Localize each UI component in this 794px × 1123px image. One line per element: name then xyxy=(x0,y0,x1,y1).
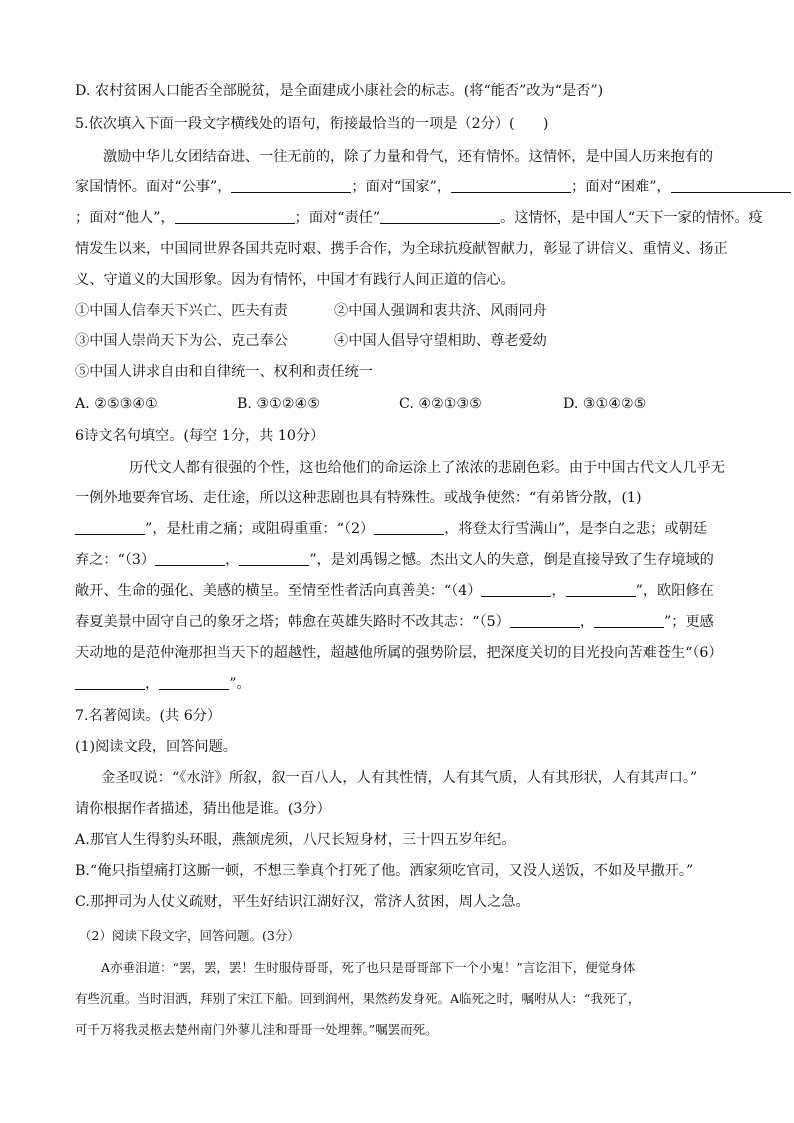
q5-item: ①中国人信奉天下兴亡、匹夫有责 xyxy=(75,303,288,319)
q6-para-line: 弃之：“（3） ， ”，是刘禹锡之憾。杰出文人的失意，倒是直接导致了生存境域的 xyxy=(75,552,714,568)
q5-para-line: 义、守道义的大国形象。因为有情怀，中国才有践行人间正道的信心。 xyxy=(75,272,515,288)
q5-para-line: 家国情怀。面对“公事”， ；面对“国家”， ；面对“困难”， xyxy=(75,177,791,197)
q6-para-line: 天动地的是范仲淹那担当天下的超越性，超越他所属的强势阶层，把深度关切的目光投向苦难苍生“（6） xyxy=(75,645,723,661)
q7-text-line: 可千万将我灵柩去楚州南门外蓼儿洼和哥哥一处埋葬。”嘱罢而死。 xyxy=(75,1022,438,1037)
q5-item: ③中国人崇尚天下为公、克己奉公 xyxy=(75,333,288,349)
answer-blank[interactable] xyxy=(75,675,145,690)
q5-para-line: ；面对“他人”， ；面对“责任” 。这情怀，是中国人“天下一家的情怀。疫 xyxy=(75,210,763,226)
q5-para-line: 情发生以来，中国同世界各国共克时艰、携手合作，为全球抗疫献智献力，彰显了讲信义、重情义、扬正 xyxy=(75,241,728,257)
q5-answer-c[interactable]: C. ④②①③⑤ xyxy=(399,396,482,412)
answer-blank[interactable] xyxy=(671,178,791,193)
q5-answer-d[interactable]: D. ③①④②⑤ xyxy=(563,396,647,412)
q4-option-d: D. 农村贫困人口能否全部脱贫，是全面建成小康社会的标志。(将“能否”改为“是否”) xyxy=(75,83,604,99)
answer-blank[interactable] xyxy=(374,520,444,535)
q7-quote: 金圣叹说：“《水浒》所叙，叙一百八人，人有其性情，人有其气质，人有其形状，人有其声口。” xyxy=(101,770,698,786)
q6-para-line: 历代文人都有很强的个性，这也给他们的命运涂上了浓浓的悲剧色彩。由于中国古代文人几乎无 xyxy=(129,460,725,476)
q7-text-line: 有些沉重。当时泪洒，拜别了宋江下船。回到润州，果然药发身死。A临死之时，嘱咐从人：“我死了， xyxy=(75,991,641,1006)
q7-sub2: （2）阅读下段文字，回答问题。(3分） xyxy=(79,928,300,943)
q7-option-a: A.那官人生得豹头环眼，燕颔虎须，八尺长短身材，三十四五岁年纪。 xyxy=(75,832,516,848)
q6-stem: 6诗文名句填空。(每空 1分，共 10分） xyxy=(75,428,325,444)
q5-item: ②中国人强调和衷共济、风雨同舟 xyxy=(334,303,547,319)
answer-blank[interactable] xyxy=(594,613,664,628)
q5-stem: 5.依次填入下面一段文字横线处的语句，衔接最恰当的一项是（2分）( ) xyxy=(75,116,549,132)
answer-blank[interactable] xyxy=(566,582,636,597)
answer-blank[interactable] xyxy=(231,178,351,193)
q7-sub1: (1)阅读文段，回答问题。 xyxy=(75,739,237,755)
q7-stem: 7.名著阅读。(共 6分） xyxy=(75,708,222,724)
q6-para-line: 敞开、生命的强化、美感的横呈。至情至性者活向真善美：“（4） ， ”，欧阳修在 xyxy=(75,583,714,599)
answer-blank[interactable] xyxy=(451,178,571,193)
q5-answer-b[interactable]: B. ③①②④⑤ xyxy=(237,396,321,412)
answer-blank[interactable] xyxy=(481,582,551,597)
answer-blank[interactable] xyxy=(380,209,500,224)
q5-item: ④中国人倡导守望相助、尊老爱幼 xyxy=(334,333,547,349)
answer-blank[interactable] xyxy=(75,520,145,535)
answer-blank[interactable] xyxy=(239,551,309,566)
q6-para-line: ”，是杜甫之痛；或阻碍重重：“（2） ，将登太行雪满山”，是李白之悲；或朝廷 xyxy=(75,519,707,539)
q6-para-line: ， ”。 xyxy=(75,674,251,694)
q5-item: ⑤中国人讲求自由和自律统一、权利和责任统一 xyxy=(75,364,373,380)
q5-answer-a[interactable]: A. ②⑤③④① xyxy=(75,396,158,412)
q6-para-line: 春夏美景中固守自己的象牙之塔；韩愈在英雄失路时不改其志：“（5） ， ”；更感 xyxy=(75,614,714,630)
answer-blank[interactable] xyxy=(510,613,580,628)
q6-para-line: 一例外地要奔官场、走仕途，所以这种悲剧也具有特殊性。或战争使然：“有弟皆分散，(1) xyxy=(75,490,642,506)
q7-ask: 请你根据作者描述，猜出他是谁。(3分） xyxy=(75,801,331,817)
answer-blank[interactable] xyxy=(155,551,225,566)
q5-para-line: 激励中华儿女团结奋进、一往无前的，除了力量和骨气，还有情怀。这情怀，是中国人历来抱有的 xyxy=(103,149,714,165)
answer-blank[interactable] xyxy=(175,209,295,224)
answer-blank[interactable] xyxy=(159,675,229,690)
q7-text-line: A亦垂泪道：“罢，罢，罢！生时服侍哥哥，死了也只是哥哥部下一个小鬼！”言讫泪下，便觉身体 xyxy=(101,960,636,975)
q7-option-b: B.“俺只指望痛打这厮一顿，不想三拳真个打死了他。洒家须吃官司，又没人送饭，不如及早撒开。” xyxy=(75,863,694,879)
q7-option-c: C.那押司为人仗义疏财，平生好结识江湖好汉，常济人贫困，周人之急。 xyxy=(75,894,530,910)
